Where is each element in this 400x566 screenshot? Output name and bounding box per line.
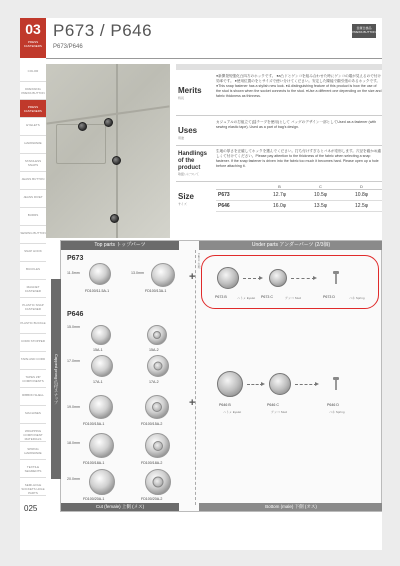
size-label-sub: サイズ [178, 202, 187, 206]
handlings-row [176, 146, 382, 182]
p646-size-label: 18.0mm [67, 441, 80, 445]
plus-icon: + [189, 397, 196, 409]
capped-prong-tab: Capped prong 爪付スナップ [51, 279, 61, 479]
sidebar-item-machines[interactable]: MACHINES [20, 406, 46, 424]
photo-snap [78, 122, 87, 131]
part-caption: FD100/11.5A-1 [85, 289, 110, 293]
p673-size-label: 13.0mm [131, 271, 144, 275]
size-cell: 16.0φ [273, 203, 286, 209]
size-table [216, 184, 382, 212]
male-footer: Bottom (male) 下側 (オス) [199, 503, 382, 511]
section-number-sub: PRESS FASTENERS [24, 40, 42, 48]
p646-model-label: P646 [67, 311, 84, 318]
fabric-label: Fabric 生地 [197, 253, 201, 269]
size-col-header: B [278, 184, 281, 189]
plus-icon: + [189, 271, 196, 283]
size-cell: 10.5φ [314, 192, 327, 198]
eyelet-part [217, 371, 243, 397]
part-caption: 17A-1 [93, 380, 103, 384]
ring-hole [154, 362, 163, 371]
sidebar-item-semi-hole[interactable]: SEMI-HOLE SOCKETS HOLE PARTS [20, 478, 46, 496]
handlings-label: Handlings of the product [178, 151, 208, 171]
merits-label-sub: 特長 [178, 96, 185, 100]
part-note: ハトメ Eyelet [223, 410, 242, 414]
top-part-cap [89, 433, 114, 458]
part-caption: FD100/15A-1 [83, 422, 105, 426]
part-caption: P646 B [219, 403, 231, 407]
sidebar-item-plastic-snap[interactable]: PLASTIC SNAP FASTENER [20, 298, 46, 316]
p673-model-label: P673 [67, 255, 84, 262]
size-table-row [216, 190, 382, 201]
ring-hole [153, 477, 164, 488]
merits-text: ●新開発短強化凸四方のホックです。 ●a凸ドとゲンコを組み合わせた時にゲンコの端が見えるので付け効率です。 ●使用位置のをとサイズで使い分けてください。安定した陳能で顧引張のあるホックです。 ●This snap fastener has a stylish new look. ●A distinguishing feature of this product is how the use of the stud is shown when the socket connects to the stud. ●Use a different one depending on the size and fabric thickness as thinness. [216, 74, 382, 98]
top-part-cap [151, 263, 175, 287]
sidebar-item-spring[interactable]: SPRING HARDWARE [20, 442, 46, 460]
part-caption: P673 B [215, 295, 227, 299]
spring-part [333, 271, 339, 285]
handlings-label-sub: 取扱いについて [178, 172, 199, 176]
merits-label: Merits [178, 86, 202, 95]
top-part-ring [145, 395, 169, 419]
handlings-text: 生地の厚さを正確してホックを選んでください。打ち付けすぎるとバネが変形します。穴径を確かめ適しくて付けてください。Please pay attention to the thickness of the fabric when selecting a snap fastener. If the snap fastener is driven into the fabric too much it becomes hard. Please open up a hole before attaching it. [216, 149, 382, 168]
sidebar-item-stainless[interactable]: STAINLESS SNAPS [20, 154, 46, 172]
top-part-cap [91, 355, 113, 377]
assembly-arrow [243, 278, 261, 279]
part-caption: FD100/18A-1 [83, 461, 105, 465]
p646-size-label: 19.0mm [67, 405, 80, 409]
sidebar-item-burrs[interactable]: BURRS [20, 208, 46, 226]
part-caption: FD100/13A-1 [145, 289, 167, 293]
top-part-ring [147, 355, 169, 377]
part-caption: 15A-2 [149, 348, 159, 352]
part-caption: P646 D [327, 403, 339, 407]
size-col-header [216, 184, 259, 189]
size-table-row [216, 201, 382, 212]
part-caption: 17A-2 [149, 380, 159, 384]
fabric-divider [195, 250, 196, 505]
top-part-ring [145, 469, 171, 495]
page-number: 025 [24, 504, 38, 513]
section-number: 03 [25, 21, 41, 37]
sidebar-item-hardware[interactable]: HARDWARE [20, 136, 46, 154]
p646-size-label: 15.0mm [67, 325, 80, 329]
sidebar-item-jeans-rivet[interactable]: JEANS RIVET [20, 190, 46, 208]
p646-size-label: 17.0mm [67, 359, 80, 363]
sidebar-item-press-fasteners[interactable]: PRESS FASTENERS [20, 100, 46, 118]
stud-part [269, 269, 287, 287]
size-cell: P673 [218, 192, 230, 198]
parts-diagram [54, 240, 382, 512]
uses-text: カジュアルの打組立て(揺テープを使用)として バッグのデザイン一部としてUsed as a fastener (with sewing elastic tape). Used as a part of bag's design. [216, 120, 377, 129]
sidebar-item-jeans-button[interactable]: JEANS BUTTON [20, 172, 46, 190]
size-col-header: D [360, 184, 363, 189]
size-cell: 10.8φ [355, 192, 368, 198]
eyelet-hole [218, 268, 225, 275]
merits-row [176, 72, 382, 116]
photo-snap [110, 214, 119, 223]
sidebar-item-plastic-buckle[interactable]: PLASTIC BUCKLE [20, 316, 46, 334]
ring-hole [153, 331, 161, 339]
sidebar-item-snap-hook[interactable]: SNAP HOOK [20, 244, 46, 262]
size-label: Size [178, 192, 195, 201]
part-caption: P673 C [261, 295, 273, 299]
part-caption: P673 D [323, 295, 335, 299]
top-part-ring [147, 325, 167, 345]
page-title: P673 / P646 [53, 21, 153, 40]
part-caption: 15A-1 [93, 348, 103, 352]
part-note: ハトメ Eyelet [237, 296, 256, 300]
female-footer: Cut (female) 上側 (メス) [61, 503, 179, 511]
uses-label-sub: 用途 [178, 136, 185, 140]
header-rule [46, 58, 382, 59]
catalog-page [20, 18, 382, 550]
info-header-bar [176, 64, 382, 70]
part-caption: FD100/18A-2 [141, 461, 163, 465]
ring-hole [153, 441, 163, 451]
top-part-cap [89, 395, 113, 419]
part-note: ゲンコ Stud [271, 410, 287, 414]
part-caption: FD100/20A-2 [141, 497, 163, 501]
size-col-header: C [319, 184, 322, 189]
assembly-arrow [291, 278, 315, 279]
sidebar-item-ribbon[interactable]: RIBBON SHELL [20, 388, 46, 406]
eyelet-hole [218, 372, 226, 380]
sidebar-item-zip[interactable]: TAPES ZIP COMPONENTS [20, 370, 46, 388]
part-note: バネ Spring [349, 296, 365, 300]
p646-size-label: 20.0mm [67, 477, 80, 481]
sidebar-item-buckles[interactable]: BUCKLES [20, 262, 46, 280]
top-part-ring [145, 433, 170, 458]
p673-size-label: 11.5mm [67, 271, 80, 275]
sidebar-item-color[interactable]: COLOR [20, 64, 46, 82]
sidebar-item-tape-cord[interactable]: TAPE AND CORD [20, 352, 46, 370]
ring-hole [152, 402, 162, 412]
stud-part [269, 373, 291, 395]
top-part-cap [91, 325, 111, 345]
spec-badge: 金属仕様品 PRESS BUTTON [352, 24, 376, 38]
size-cell: 12.7φ [273, 192, 286, 198]
part-caption: FD100/15A-2 [141, 422, 163, 426]
assembly-arrow [247, 384, 263, 385]
under-parts-header: Under parts アンダーパーツ (2/3個) [199, 241, 382, 250]
sidebar-item-magnet[interactable]: MAGNET FASTENER [20, 280, 46, 298]
part-note: ゲンコ Stud [285, 296, 301, 300]
uses-row [176, 116, 382, 146]
page-subtitle: P673/P646 [53, 44, 83, 50]
size-cell: P646 [218, 203, 230, 209]
top-part-cap [89, 263, 111, 285]
sidebar-item-dressing[interactable]: DRESSING PRESS BUTTON [20, 82, 46, 100]
sidebar-item-cord-stopper[interactable]: CORD STOPPER [20, 334, 46, 352]
top-parts-header: Top parts トップパーツ [61, 241, 179, 250]
size-cell: 12.5φ [355, 203, 368, 209]
eyelet-part [217, 267, 239, 289]
photo-placket-seam [116, 64, 118, 238]
photo-snap [112, 156, 121, 165]
sidebar-item-eyelets[interactable]: EYELETS [20, 118, 46, 136]
uses-label: Uses [178, 126, 198, 135]
product-photo [46, 64, 170, 238]
size-cell: 13.5φ [314, 203, 327, 209]
photo-snap [104, 118, 113, 127]
assembly-arrow [295, 384, 317, 385]
spring-part [333, 377, 339, 391]
part-caption: P646 C [267, 403, 279, 407]
rivet-stem [335, 380, 337, 390]
part-caption: FD100/20A-1 [83, 497, 105, 501]
sidebar-item-wrapping[interactable]: WRAPPING COMPONENT MATERIALS [20, 424, 46, 442]
part-note: バネ Spring [329, 410, 345, 414]
category-sidebar [20, 64, 46, 496]
section-number-badge [20, 18, 46, 58]
top-part-cap [89, 469, 115, 495]
sidebar-item-sewing[interactable]: SEWING BUTTON [20, 226, 46, 244]
rivet-stem [335, 274, 337, 284]
sidebar-item-textile[interactable]: TEXTILE SEGMENTS [20, 460, 46, 478]
